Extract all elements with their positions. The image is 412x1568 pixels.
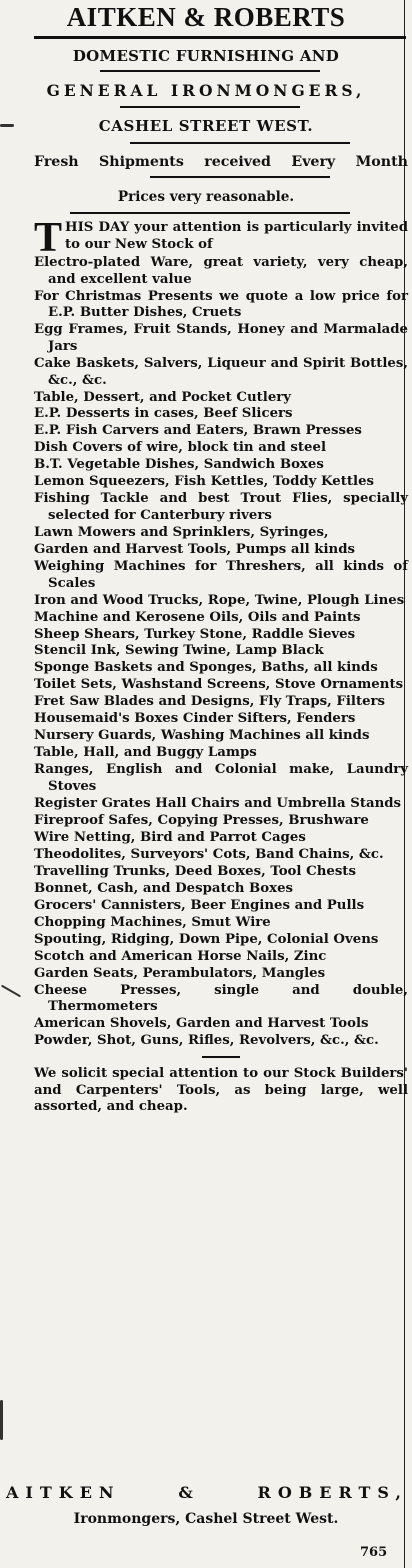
stock-list-item: Housemaid's Boxes Cinder Sifters, Fenders <box>34 711 356 727</box>
intro-paragraph <box>34 215 408 261</box>
stock-list-item: Lawn Mowers and Sprinklers, Syringes, <box>34 524 329 540</box>
ad-title: AITKEN & ROBERTS <box>66 2 346 32</box>
title-rule <box>34 36 406 39</box>
prices-rule <box>70 212 350 214</box>
address-rule <box>130 142 350 144</box>
stock-list-item: Nursery Guards, Washing Machines all kinds <box>34 728 370 744</box>
stock-list-item: Theodolites, Surveyors' Cots, Band Chains, &c. <box>34 846 384 862</box>
ink-smudge <box>1 985 21 998</box>
footer-name-part: ROBERTS, <box>257 1483 408 1502</box>
subtitle-general-ironmongers: GENERAL IRONMONGERS, <box>46 81 366 100</box>
fresh-word: Shipments <box>99 154 184 170</box>
stock-list-item: Cake Baskets, Salvers, Liqueur and Spirit Bottles, &c., &c. <box>34 355 408 388</box>
stock-list-item: Ranges, English and Colonial make, Laundry Stoves <box>34 762 408 794</box>
stock-list-item: Egg Frames, Fruit Stands, Honey and Marmalade Jars <box>34 322 408 354</box>
stock-list-item: Wire Netting, Bird and Parrot Cages <box>34 829 306 845</box>
fresh-word: Fresh <box>34 154 79 170</box>
stock-list-item: Scotch and American Horse Nails, Zinc <box>34 948 327 964</box>
stock-list-item: Fireproof Safes, Copying Presses, Brushware <box>34 812 369 828</box>
footer-firm-name <box>6 1482 408 1504</box>
stock-list-item: Bonnet, Cash, and Despatch Boxes <box>34 880 294 896</box>
stock-list-item: Table, Hall, and Buggy Lamps <box>34 745 257 761</box>
footer-subtitle: Ironmongers, Cashel Street West. <box>73 1511 339 1527</box>
footer-name-part: & <box>178 1483 200 1502</box>
stock-list-item: Fishing Tackle and best Trout Flies, specially selected for Canterbury rivers <box>34 491 408 523</box>
footer-name-part: AITKEN <box>6 1483 121 1502</box>
stock-list-item: Garden and Harvest Tools, Pumps all kinds <box>34 541 355 557</box>
stock-list-item: Machine and Kerosene Oils, Oils and Paints <box>34 609 361 625</box>
subtitle-rule-1 <box>100 70 320 72</box>
stock-list-item: B.T. Vegetable Dishes, Sandwich Boxes <box>34 457 324 473</box>
closing-divider <box>202 1056 240 1058</box>
stock-list-item: Register Grates Hall Chairs and Umbrella Stands <box>34 795 402 811</box>
subtitle-rule-2 <box>120 106 300 108</box>
fresh-word: received <box>204 154 271 170</box>
stock-list-item: Electro-plated Ware, great variety, very cheap, and excellent value <box>34 255 408 287</box>
stock-list-item: Toilet Sets, Washstand Screens, Stove Ornaments <box>34 677 404 693</box>
stock-list-item: Cheese Presses, single and double, Thermometers <box>34 982 408 1015</box>
stock-list-item: Iron and Wood Trucks, Rope, Twine, Plough Lines <box>34 592 405 608</box>
prices-line: Prices very reasonable. <box>117 189 295 205</box>
fresh-word: Every <box>291 154 336 170</box>
drop-cap: T <box>34 215 63 261</box>
stock-list <box>34 255 408 1050</box>
stock-list-item: Travelling Trunks, Deed Boxes, Tool Chests <box>34 863 356 879</box>
stock-list-item: Sheep Shears, Turkey Stone, Raddle Sieves <box>34 626 356 642</box>
closing-paragraph: We solicit special attention to our Stock Builders' and Carpenters' Tools, as being large, well assorted, and cheap. <box>34 1065 408 1115</box>
stock-list-item: Lemon Squeezers, Fish Kettles, Toddy Kettles <box>34 474 375 490</box>
stock-list-item: E.P. Desserts in cases, Beef Slicers <box>34 406 293 422</box>
stock-list-item: Chopping Machines, Smut Wire <box>34 914 271 930</box>
ink-smudge <box>0 1400 3 1440</box>
intro-text: HIS DAY your attention is particularly invited to our New Stock of <box>65 220 408 252</box>
fresh-rule <box>150 176 330 178</box>
stock-list-item: Grocers' Cannisters, Beer Engines and Pulls <box>34 897 365 913</box>
stock-list-item: E.P. Fish Carvers and Eaters, Brawn Presses <box>34 423 362 439</box>
advertisement-body <box>34 215 408 1116</box>
address-line: CASHEL STREET WEST. <box>98 117 314 135</box>
stock-list-item: Stencil Ink, Sewing Twine, Lamp Black <box>34 643 324 659</box>
stock-list-item: Spouting, Ridging, Down Pipe, Colonial Ovens <box>34 931 379 947</box>
stock-list-item: Garden Seats, Perambulators, Mangles <box>34 965 326 981</box>
fresh-word: Month <box>355 154 408 170</box>
stock-list-item: For Christmas Presents we quote a low price for E.P. Butter Dishes, Cruets <box>34 288 408 321</box>
fresh-shipments-line <box>34 151 408 173</box>
subtitle-domestic-furnishing: DOMESTIC FURNISHING AND <box>72 47 340 65</box>
stock-list-item: Sponge Baskets and Sponges, Baths, all kinds <box>34 660 378 676</box>
stock-list-item: Table, Dessert, and Pocket Cutlery <box>34 389 292 405</box>
stock-list-item: Dish Covers of wire, block tin and steel <box>34 440 327 456</box>
stock-list-item: Weighing Machines for Threshers, all kinds of Scales <box>34 558 408 591</box>
page-number: 765 <box>360 1545 388 1560</box>
stock-list-item: American Shovels, Garden and Harvest Tools <box>34 1016 369 1032</box>
ink-smudge <box>0 124 14 127</box>
stock-list-item: Fret Saw Blades and Designs, Fly Traps, Filters <box>34 694 386 710</box>
stock-list-item: Powder, Shot, Guns, Rifles, Revolvers, &c., &c. <box>34 1033 379 1049</box>
